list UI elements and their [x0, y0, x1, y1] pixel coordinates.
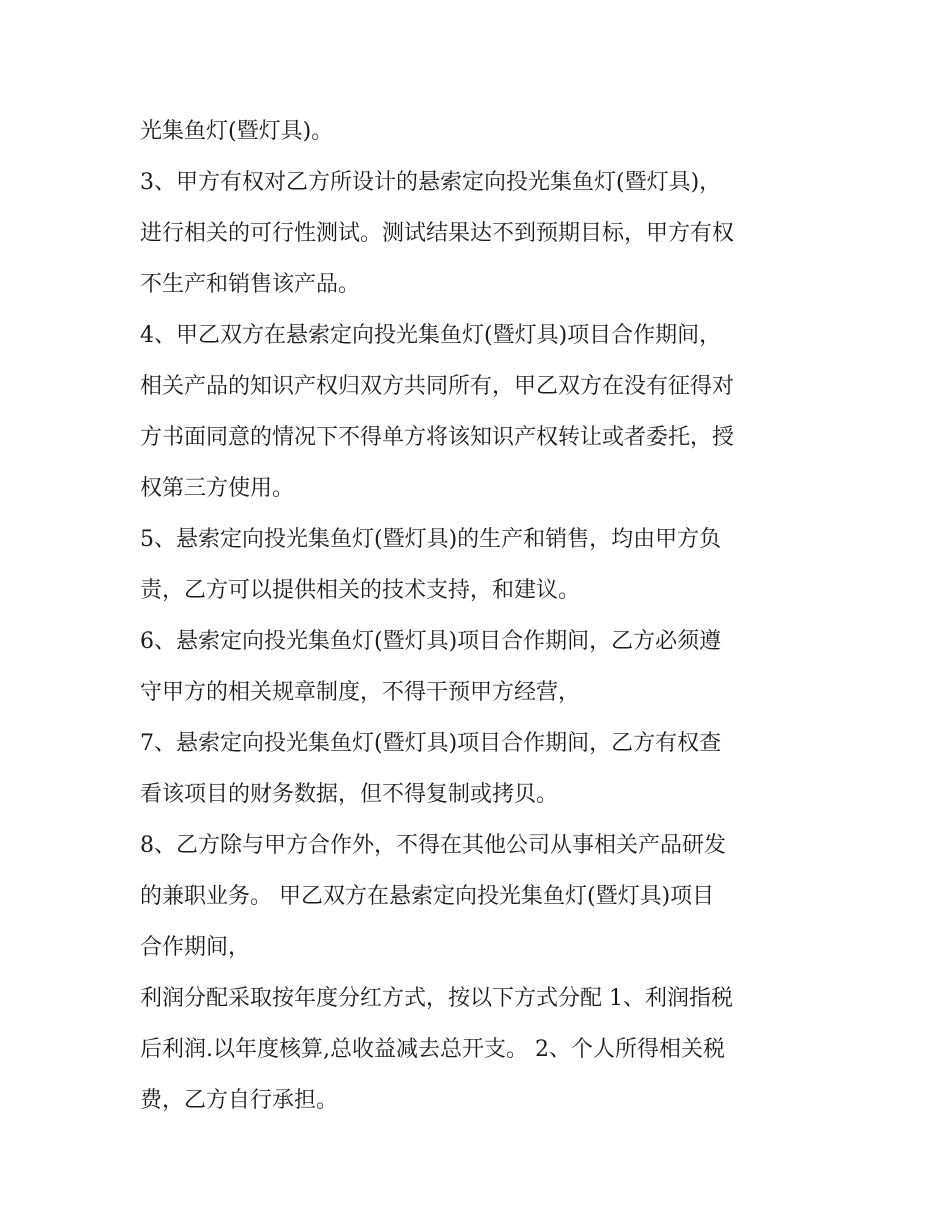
text-line: 权第三方使用。	[140, 476, 295, 501]
document-body	[140, 106, 820, 1126]
text-line: 相关产品的知识产权归双方共同所有，甲乙双方在没有征得对	[140, 374, 735, 399]
text-line: 不生产和销售该产品。	[140, 272, 361, 297]
text-line: 费，乙方自行承担。	[140, 1088, 339, 1113]
text-line: 8、乙方除与甲方合作外，不得在其他公司从事相关产品研发	[140, 833, 726, 858]
text-line: 的兼职业务。 甲乙双方在悬索定向投光集鱼灯(暨灯具)项目	[140, 884, 715, 909]
text-line: 4、甲乙双方在悬索定向投光集鱼灯(暨灯具)项目合作期间，	[140, 323, 722, 348]
text-line: 5、悬索定向投光集鱼灯(暨灯具)的生产和销售，均由甲方负	[140, 527, 722, 552]
text-line: 合作期间，	[140, 935, 251, 960]
text-line: 守甲方的相关规章制度，不得干预甲方经营，	[140, 680, 581, 705]
text-line: 方书面同意的情况下不得单方将该知识产权转让或者委托，授	[140, 425, 735, 450]
text-line: 看该项目的财务数据，但不得复制或拷贝。	[140, 782, 559, 807]
text-line: 光集鱼灯(暨灯具)。	[140, 119, 334, 144]
text-line: 3、甲方有权对乙方所设计的悬索定向投光集鱼灯(暨灯具)，	[140, 170, 722, 195]
text-line: 进行相关的可行性测试。测试结果达不到预期目标，甲方有权	[140, 221, 735, 246]
text-line: 责，乙方可以提供相关的技术支持，和建议。	[140, 578, 581, 603]
text-line: 后利润.以年度核算,总收益减去总开支。 2、个人所得相关税	[140, 1037, 725, 1062]
text-line: 7、悬索定向投光集鱼灯(暨灯具)项目合作期间，乙方有权查	[140, 731, 722, 756]
text-line: 利润分配采取按年度分红方式，按以下方式分配 1、利润指税	[140, 986, 733, 1011]
text-line: 6、悬索定向投光集鱼灯(暨灯具)项目合作期间，乙方必须遵	[140, 629, 722, 654]
